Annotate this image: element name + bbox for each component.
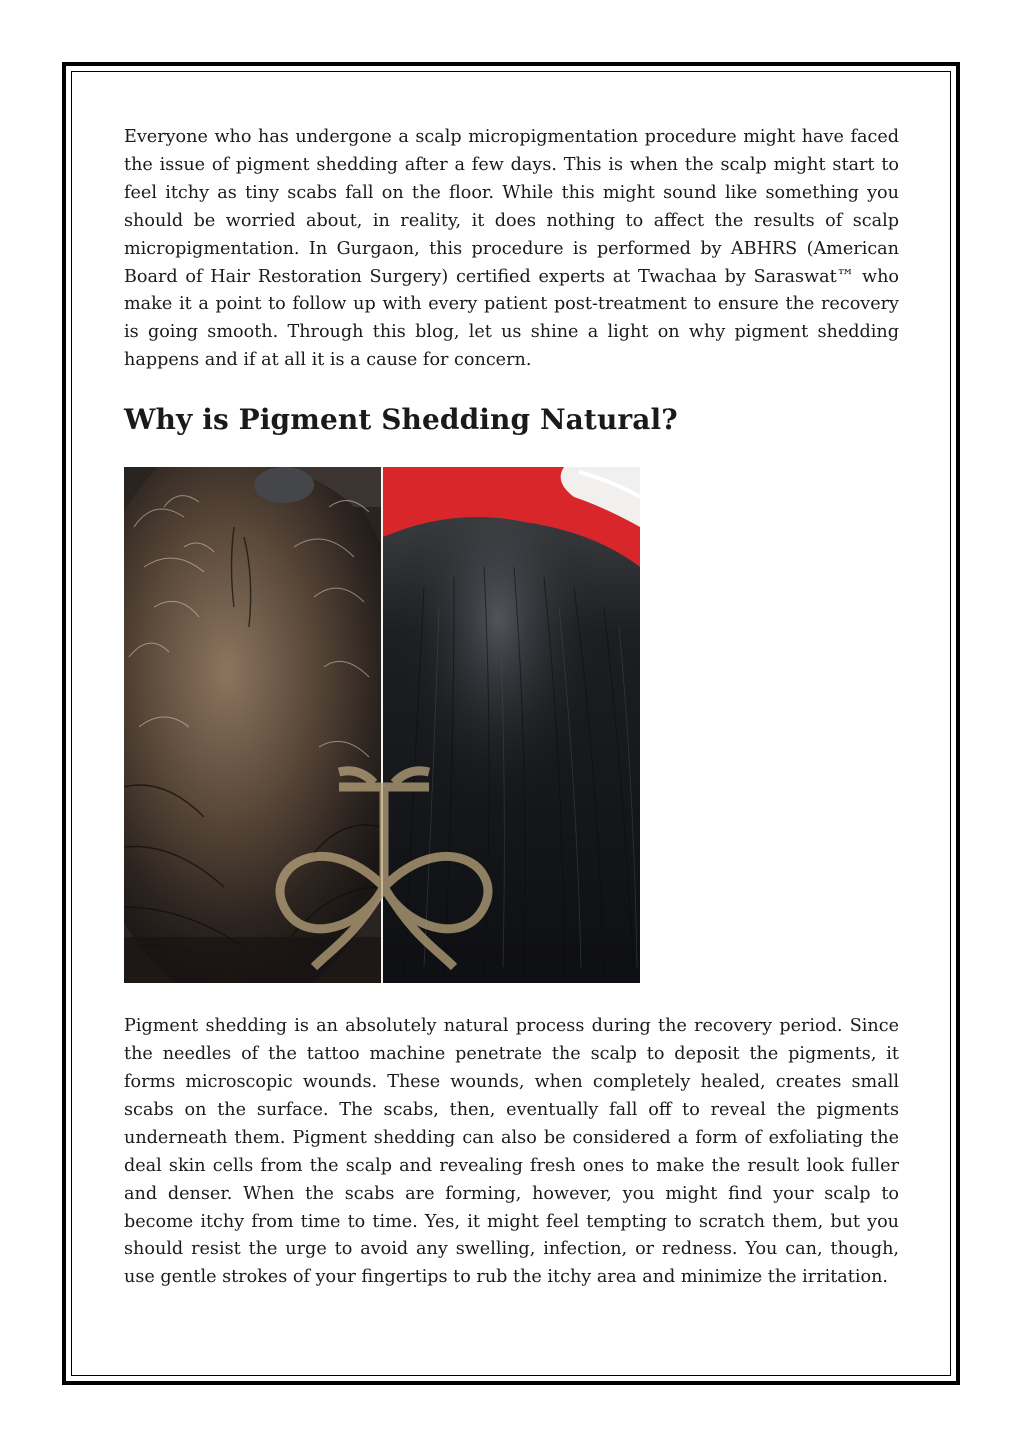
section-heading: Why is Pigment Shedding Natural? [124, 403, 678, 437]
after-photo [383, 467, 640, 983]
document-content [124, 124, 899, 1292]
scalp-before-after-photo-icon [124, 467, 640, 983]
before-after-figure [124, 467, 640, 983]
body-paragraph: Pigment shedding is an absolutely natural process during the recovery period. Since the needles of the tattoo machine penetrate the scalp to deposit the pigments, it forms microscopic wounds. These wounds, when completely healed, creates small scabs on the surface. The scabs, then, eventually fall off to reveal the pigments underneath them. Pigment shedding can also be considered a form of exfoliating the deal skin cells from the scalp and revealing fresh ones to make the result look fuller and denser. When the scabs are forming, however, you might find your scalp to become itchy from time to time. Yes, it might feel tempting to scratch them, but you should resist the urge to avoid any swelling, infection, or redness. You can, though, use gentle strokes of your fingertips to rub the itchy area and minimize the irritation. [124, 1016, 899, 1288]
intro-paragraph: Everyone who has undergone a scalp micropigmentation procedure might have faced the issue of pigment shedding after a few days. This is when the scalp might start to feel itchy as tiny scabs fall on the floor. While this might sound like something you should be worried about, in reality, it does nothing to affect the results of scalp micropigmentation. In Gurgaon, this procedure is performed by ABHRS (American Board of Hair Restoration Surgery) certified experts at Twachaa by Saraswat™ who make it a point to follow up with every patient post-treatment to ensure the recovery is going smooth. Through this blog, let us shine a light on why pigment shedding happens and if at all it is a cause for concern. [124, 127, 899, 371]
